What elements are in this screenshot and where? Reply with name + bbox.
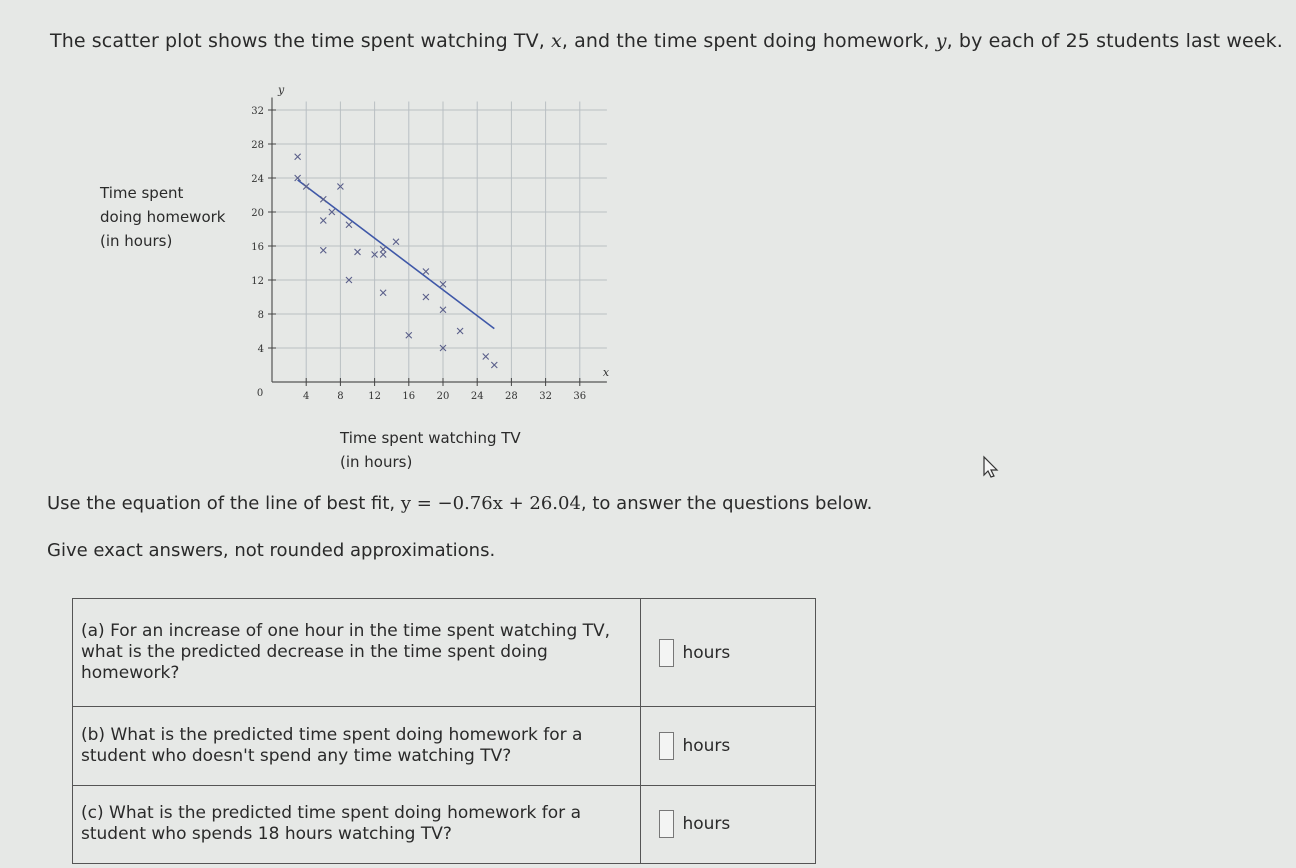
- data-point: [457, 328, 463, 334]
- data-point: [423, 294, 429, 300]
- data-point: [295, 154, 301, 160]
- answer-unit-b: hours: [682, 735, 731, 756]
- intro-text-2: , and the time spent doing homework,: [561, 30, 936, 52]
- question-b-text: (b) What is the predicted time spent doing homework for a student who doesn't spend any time watching TV?: [73, 707, 641, 785]
- x-tick-label: 24: [470, 391, 484, 402]
- data-point: [393, 239, 399, 245]
- question-row-b: [73, 707, 816, 785]
- mouse-cursor-icon: [982, 455, 1000, 479]
- x-variable: x: [551, 30, 562, 52]
- y-tick-label: 16: [251, 242, 264, 253]
- data-point: [346, 222, 352, 228]
- x-tick-label: 28: [505, 391, 518, 402]
- question-table: [72, 598, 816, 864]
- y-tick-label: 24: [251, 174, 264, 185]
- y-tick-label: 4: [257, 344, 264, 355]
- answer-input-a[interactable]: [659, 639, 674, 667]
- scatter-plot: [235, 70, 645, 420]
- equation-statement: [47, 493, 872, 514]
- x-tick-label: 4: [303, 391, 310, 402]
- y-tick-label: 8: [257, 310, 264, 321]
- question-c-text: (c) What is the predicted time spent doing homework for a student who spends 18 hours watching TV?: [73, 785, 641, 863]
- equation-text-after: , to answer the questions below.: [580, 493, 873, 514]
- y-tick-label: 12: [251, 276, 264, 287]
- best-fit-equation: y = −0.76x + 26.04: [400, 493, 581, 514]
- y-axis-title-line: doing homework: [100, 208, 226, 226]
- answer-cell-c: [641, 785, 816, 863]
- x-axis-title-line: (in hours): [340, 453, 413, 471]
- y-axis-title-line: Time spent: [100, 184, 184, 202]
- data-point: [380, 290, 386, 296]
- x-axis-title-line: Time spent watching TV: [340, 429, 521, 447]
- data-point: [320, 247, 326, 253]
- instructions: Give exact answers, not rounded approximations.: [47, 540, 496, 561]
- question-row-a: [73, 599, 816, 707]
- problem-intro: [50, 30, 1283, 52]
- data-point: [320, 218, 326, 224]
- y-axis-variable: y: [278, 83, 285, 97]
- answer-cell-a: [641, 599, 816, 707]
- y-tick-label: 20: [251, 208, 264, 219]
- data-point: [380, 246, 386, 252]
- answer-cell-b: [641, 707, 816, 785]
- answer-input-b[interactable]: [659, 732, 674, 760]
- data-point: [355, 249, 361, 255]
- x-tick-label: 12: [368, 391, 381, 402]
- data-point: [423, 269, 429, 275]
- x-tick-label: 32: [539, 391, 552, 402]
- x-tick-label: 20: [436, 391, 450, 402]
- data-point: [483, 354, 489, 360]
- y-axis-title: [100, 181, 226, 253]
- y-variable: y: [935, 30, 947, 52]
- answer-unit-a: hours: [682, 642, 731, 663]
- answer-unit-c: hours: [682, 814, 731, 835]
- data-point: [380, 252, 386, 258]
- answer-input-c[interactable]: [659, 810, 674, 838]
- x-axis-variable: x: [602, 366, 610, 379]
- intro-text-3: , by each of 25 students last week.: [946, 30, 1283, 52]
- data-point: [320, 196, 326, 202]
- origin-label: 0: [256, 388, 264, 399]
- y-axis-title-line: (in hours): [100, 232, 173, 250]
- x-tick-label: 16: [402, 391, 416, 402]
- question-a-text: (a) For an increase of one hour in the time spent watching TV, what is the predicted decrease in the time spent doing homework?: [73, 599, 641, 707]
- x-tick-label: 8: [337, 391, 344, 402]
- question-row-c: [73, 785, 816, 863]
- data-point: [491, 362, 497, 368]
- intro-text-1: The scatter plot shows the time spent watching TV,: [50, 30, 551, 52]
- y-tick-label: 32: [251, 106, 264, 117]
- x-axis-title: [340, 426, 521, 474]
- equation-text-before: Use the equation of the line of best fit,: [47, 493, 401, 514]
- best-fit-line: [298, 180, 495, 329]
- x-tick-label: 36: [573, 391, 587, 402]
- y-tick-label: 28: [251, 140, 264, 151]
